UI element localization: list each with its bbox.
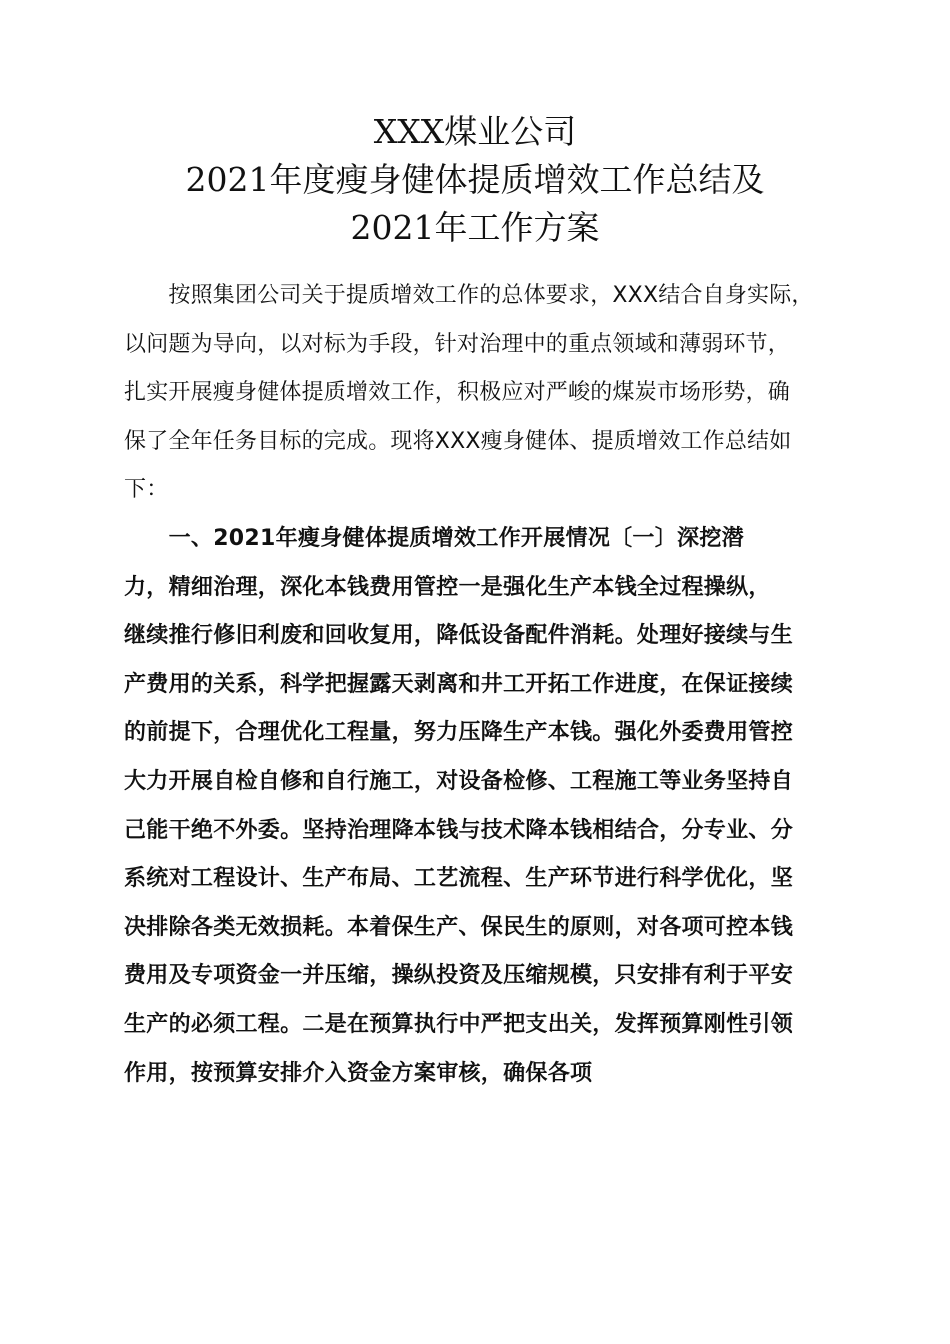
intro-line: 下： <box>124 477 169 503</box>
intro-line: 按照集团公司关于提质增效工作的总体要求，XXX结合自身实际， <box>124 283 814 308</box>
section-line: 系统对工程设计、生产布局、工艺流程、生产环节进行科学优化，坚 <box>124 866 794 892</box>
intro-line: 保了全年任务目标的完成。现将XXX瘦身健体、提质增效工作总结如 <box>124 428 792 454</box>
title-line-company: XXX煤业公司 <box>373 112 577 151</box>
section-line: 产费用的关系，科学把握露天剥离和井工开拓工作进度，在保证接续 <box>124 671 794 697</box>
section-line: 继续推行修旧利废和回收复用，降低设备配件消耗。处理好接续与生 <box>124 623 794 649</box>
title-line-summary: 2021年度瘦身健体提质增效工作总结及 <box>185 160 765 199</box>
section-line: 生产的必须工程。二是在预算执行中严把支出关，发挥预算刚性引领 <box>124 1011 794 1037</box>
section-line: 己能干绝不外委。坚持治理降本钱与技术降本钱相结合，分专业、分 <box>124 817 794 843</box>
section-line: 一、2021年瘦身健体提质增效工作开展情况〔一〕深挖潜 <box>124 525 744 551</box>
section-line: 的前提下，合理优化工程量，努力压降生产本钱。强化外委费用管控 <box>124 720 794 746</box>
section-line: 费用及专项资金一并压缩，操纵投资及压缩规模，只安排有利于平安 <box>124 963 794 989</box>
intro-line: 扎实开展瘦身健体提质增效工作，积极应对严峻的煤炭市场形势，确 <box>124 380 791 406</box>
section-line: 力，精细治理，深化本钱费用管控一是强化生产本钱全过程操纵， <box>124 574 771 600</box>
section-line: 决排除各类无效损耗。本着保生产、保民生的原则，对各项可控本钱 <box>124 914 794 940</box>
intro-line: 以问题为导向，以对标为手段，针对治理中的重点领域和薄弱环节， <box>124 331 791 357</box>
intro-paragraph <box>124 272 836 515</box>
section-line: 作用，按预算安排介入资金方案审核，确保各项 <box>124 1060 593 1086</box>
section-one-paragraph <box>124 515 836 1098</box>
document-title <box>0 108 950 252</box>
title-line-plan: 2021年工作方案 <box>350 208 600 247</box>
section-line: 大力开展自检自修和自行施工，对设备检修、工程施工等业务坚持自 <box>124 768 794 794</box>
document-body <box>124 272 836 1098</box>
